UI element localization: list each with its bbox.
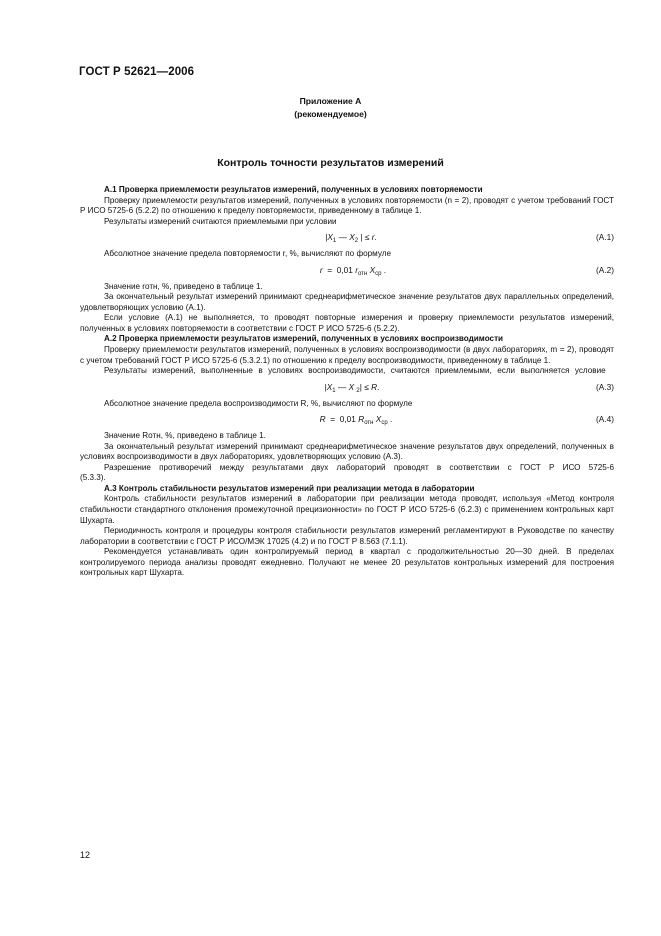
section-a2-paragraph: Проверку приемлемости результатов измерений, полученных в условиях воспроизводимости (в двух лабораториях, m = 2), проводят с учетом требований ГОСТ Р ИСО 5725-6 (5.3.2.1) по отношению к пределу воспроизводимости, приведенному в таблице 1. [80, 345, 614, 365]
section-a3-heading: А.3 Контроль стабильности результатов измерений при реализации метода в лаборатории [104, 483, 475, 493]
formula-a1 [80, 232, 614, 244]
formula-a3 [80, 382, 614, 394]
section-a1-heading: А.1 Проверка приемлемости результатов измерений, полученных в условиях повторяемости [104, 185, 483, 194]
section-a1-paragraph: Значение rотн, %, приведено в таблице 1. [104, 281, 263, 291]
section-a3-paragraph: Периодичность контроля и процедуры контроля стабильности результатов измерений регламентируют в Руководстве по качеству лаборатории в соответствии с ГОСТ Р ИСО/МЭК 17025 (4.2) и по ГОСТ Р 8.563 (7.1.1). [80, 526, 614, 546]
formula-a2 [80, 265, 614, 277]
section-a1-paragraph: Абсолютное значение предела повторяемости r, %, вычисляют по формуле [104, 249, 391, 259]
section-a3-paragraph: Рекомендуется устанавливать один контролируемый период в квартал с продолжительностью 20—30 дней. В пределах контролируемого периода анализы проводят ежедневно. Получают не менее 20 результатов контрольных измерений для построения контрольных карт Шухарта. [80, 547, 614, 578]
section-a2-paragraph: Результаты измерений, выполненные в условиях воспроизводимости, считаются приемлемыми, если выполняется условие [104, 366, 606, 376]
document-body [80, 185, 614, 579]
page-number: 12 [80, 850, 91, 860]
formula-number: (А.2) [596, 264, 614, 275]
document-title: Контроль точности результатов измерений [217, 157, 444, 169]
section-a1-paragraph: За окончательный результат измерений принимают среднеарифметическое значение результатов двух параллельных определений, удовлетворяющих условию (А.1). [80, 292, 614, 312]
formula-expression: R = 0,01 $R_{отн}$ $X_{ср}$ . [319, 414, 393, 427]
annex-status: (рекомендуемое) [294, 109, 367, 119]
section-a1-paragraph: Если условие (А.1) не выполняется, то проводят повторные измерения и проверку приемлемости результатов измерений, полученных в условиях повторяемости в соответствии с ГОСТ Р ИСО 5725-6 (5.2.2). [80, 313, 614, 333]
section-a2-paragraph: Значение Rотн, %, приведено в таблице 1. [104, 431, 266, 441]
section-a2-paragraph: Абсолютное значение предела воспроизводимости R, %, вычисляют по формуле [104, 398, 413, 408]
section-a2-paragraph: За окончательный результат измерений принимают среднеарифметическое значение результатов двух определений, полученных в условиях воспроизводимости в двух лабораториях, удовлетворяющих условию (А.3). [80, 441, 614, 462]
section-a3-paragraph: Контроль стабильности результатов измерений в лаборатории при реализации метода проводят, используя «Метод контроля стабильности стандартного отклонения промежуточной прецизионности» по ГОСТ Р ИСО 5725-6 (6.2.3) с применением контрольных карт Шухарта. [80, 494, 614, 525]
section-a1-paragraph: Результаты измерений считаются приемлемыми при условии [104, 216, 337, 226]
formula-a4 [80, 414, 614, 426]
standard-header: ГОСТ Р 52621—2006 [79, 66, 195, 78]
annex-title: Приложение А [299, 96, 362, 106]
formula-number: (А.3) [596, 381, 614, 392]
formula-number: (А.4) [596, 414, 614, 425]
formula-expression: $|X_1$ — $X_2$ | ≤ r. [325, 232, 377, 245]
section-a2-heading: А.2 Проверка приемлемости результатов измерений, полученных в условиях воспроизводимости [104, 334, 504, 344]
formula-number: (А.1) [596, 232, 614, 243]
section-a1-paragraph: Проверку приемлемости результатов измерений, полученных в условиях повторяемости (n = 2), проводят с учетом требований ГОСТ Р ИСО 5725-6 (5.2.2) по отношению к пределу повторяемости, приведенному в таблице 1. [80, 195, 614, 216]
formula-expression: $|X_1$ — X $_2$| ≤ R. [324, 381, 380, 394]
formula-expression: r = 0,01 $r_{отн}$ $X_{ср}$ . [319, 264, 387, 277]
section-a2-paragraph: Разрешение противоречий между результатами двух лабораторий проводят в соответствии с ГОСТ Р ИСО 5725-6 (5.3.3). [80, 462, 614, 483]
